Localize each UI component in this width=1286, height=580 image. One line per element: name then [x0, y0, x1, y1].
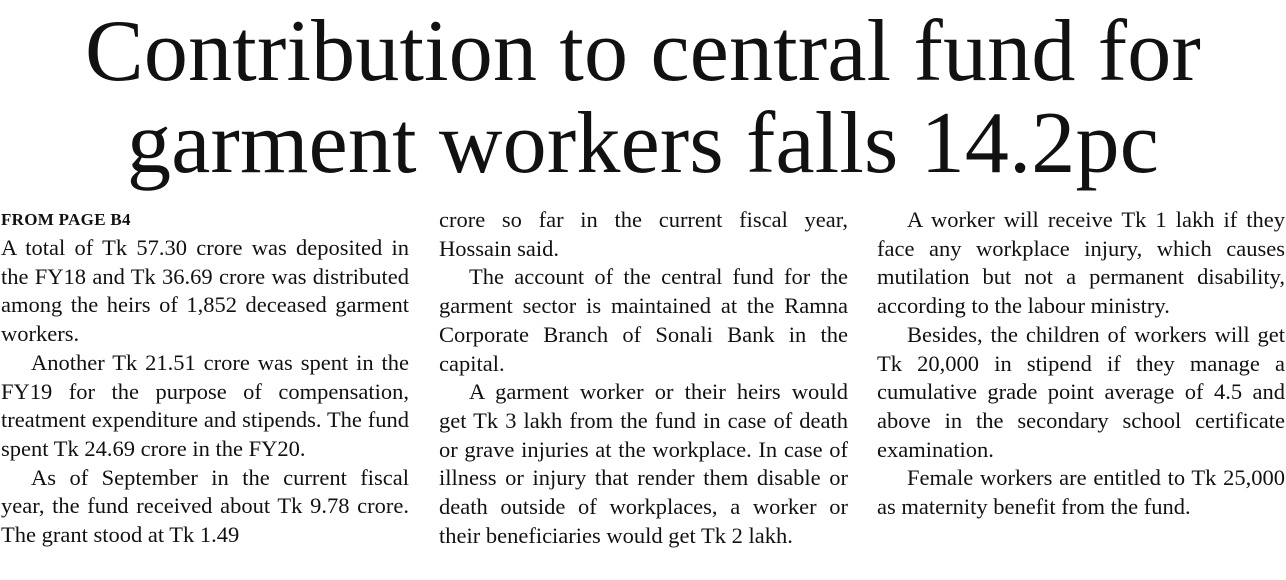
column-3: [877, 206, 1285, 522]
column-1: [1, 206, 409, 550]
paragraph-2: Another Tk 21.51 crore was spent in the FY19 for the purpose of compensation, treatment expenditure and stipends. The fund spent Tk 24.69 crore in the FY20.: [1, 349, 409, 461]
continued-from-kicker: FROM PAGE B4: [1, 210, 131, 229]
headline-line-2: garment workers falls 14.2pc: [127, 95, 1159, 192]
paragraph-3-continued: crore so far in the current fiscal year, Hossain said.: [439, 207, 848, 261]
paragraph-4: The account of the central fund for the garment sector is maintained at the Ramna Corporate Branch of Sonali Bank in the capital.: [439, 264, 848, 376]
article-body: [0, 206, 1286, 580]
paragraph-7: Besides, the children of workers will get Tk 20,000 in stipend if they manage a cumulative grade point average of 4.5 and above in the secondary school certificate examination.: [877, 321, 1285, 462]
paragraph-6: A worker will receive Tk 1 lakh if they face any workplace injury, which causes mutilation but not a permanent disability, according to the labour ministry.: [877, 207, 1285, 319]
paragraph-8: Female workers are entitled to Tk 25,000 as maternity benefit from the fund.: [877, 465, 1285, 520]
paragraph-3: As of September in the current fiscal year, the fund received about Tk 9.78 crore. The grant stood at Tk 1.49: [1, 464, 409, 548]
paragraph-1: A total of Tk 57.30 crore was deposited in the FY18 and Tk 36.69 crore was distributed among the heirs of 1,852 deceased garment workers.: [1, 235, 409, 347]
paragraph-5: A garment worker or their heirs would get Tk 3 lakh from the fund in case of death or grave injuries at the workplace. In case of illness or injury that render them disable or death outside of workplaces, a worker or their beneficiaries would get Tk 2 lakh.: [439, 379, 848, 548]
headline-line-1: Contribution to central fund for: [85, 3, 1201, 100]
column-2: [439, 206, 848, 550]
headline: [0, 3, 1286, 192]
